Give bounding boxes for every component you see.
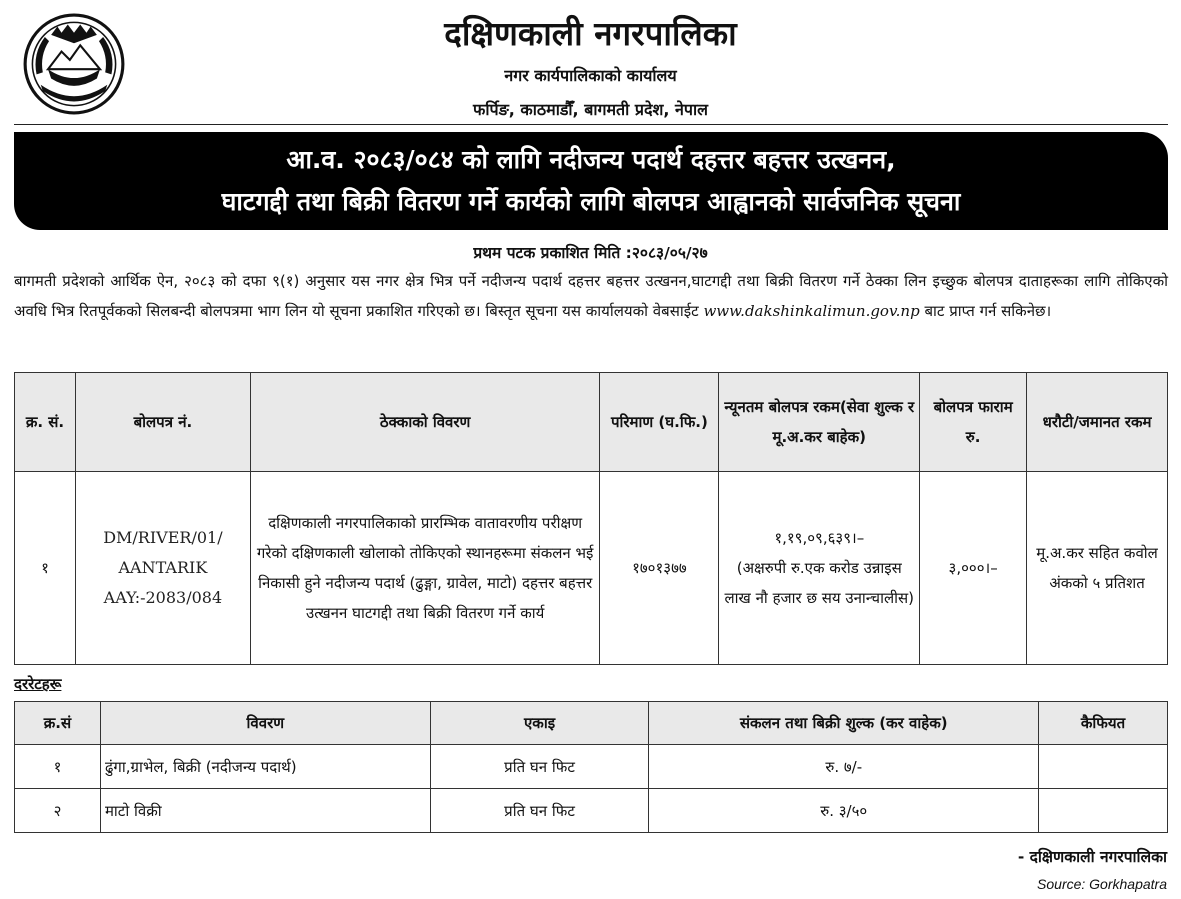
header-bid-no: बोलपत्र नं. [75, 373, 250, 472]
header-sn: क्र. सं. [15, 373, 76, 472]
table-row [15, 472, 1168, 665]
signature-line: - दक्षिणकाली नगरपालिका [1017, 848, 1167, 866]
rate-cell-unit: प्रति घन फिट [430, 745, 649, 789]
bid-table-header-row [15, 373, 1168, 472]
min-amount-words: (अक्षरुपी रु.एक करोड उन्नाइस लाख नौ हजार छ सय उनान्चालीस) [724, 559, 915, 607]
banner-line-1: आ.व. २०८३/०८४ को लागि नदीजन्य पदार्थ दहत्तर बहत्तर उत्खनन, [286, 145, 896, 174]
header-deposit: धरौटी/जमानत रकम [1027, 373, 1168, 472]
rates-heading: दररेटहरू [14, 675, 62, 693]
rate-cell-fee: रु. ३/५० [649, 789, 1039, 833]
published-date: प्रथम पटक प्रकाशित मिति :२०८३/०५/२७ [473, 244, 708, 262]
notice-body [14, 266, 1168, 326]
header-divider [14, 124, 1168, 125]
min-amount-figure: १,१९,०९,६३९।– [774, 529, 865, 547]
cell-deposit: मू.अ.कर सहित कवोल अंकको ५ प्रतिशत [1027, 472, 1168, 665]
rates-header-fee: संकलन तथा बिक्री शुल्क (कर वाहेक) [649, 702, 1039, 745]
cell-form-fee: ३,०००।– [920, 472, 1027, 665]
banner-line-2: घाटगद्दी तथा बिक्री वितरण गर्ने कार्यको लागि बोलपत्र आह्वानको सार्वजनिक सूचना [221, 187, 961, 216]
cell-bid-no: DM/RIVER/01/ AANTARIK AAY:-2083/084 [75, 472, 250, 665]
rate-cell-description: ढुंगा,ग्राभेल, बिक्री (नदीजन्य पदार्थ) [100, 745, 430, 789]
rates-header-remarks: कैफियत [1039, 702, 1168, 745]
header-form-fee: बोलपत्र फाराम रु. [920, 373, 1027, 472]
office-address: फर्पिङ, काठमाडौँ, बागमती प्रदेश, नेपाल [473, 100, 708, 119]
office-subtitle: नगर कार्यपालिकाको कार्यालय [504, 66, 677, 85]
rates-table [14, 701, 1168, 833]
rates-header-row [15, 702, 1168, 745]
table-row [15, 745, 1168, 789]
source-credit: Source: Gorkhapatra [1037, 876, 1167, 892]
cell-description: दक्षिणकाली नगरपालिकाको प्रारम्भिक वातावरणीय परीक्षण गरेको दक्षिणकाली खोलाको तोकिएको स्थानहरूमा संकलन भई निकासी हुने नदीजन्य पदार्थ (ढुङ्गा, ग्रावेल, माटो) दहत्तर बहत्तर उत्खनन घाटगद्दी तथा बिक्री वितरण गर्ने कार्य [250, 472, 600, 665]
website-link[interactable]: www.dakshinkalimun.gov.np [703, 302, 920, 320]
rate-cell-unit: प्रति घन फिट [430, 789, 649, 833]
rates-header-description: विवरण [100, 702, 430, 745]
notice-banner [14, 132, 1168, 230]
header-description: ठेक्काको विवरण [250, 373, 600, 472]
rates-header-unit: एकाइ [430, 702, 649, 745]
cell-quantity: १७०१३७७ [600, 472, 719, 665]
bid-table [14, 372, 1168, 665]
rate-cell-sn: १ [15, 745, 101, 789]
rate-cell-sn: २ [15, 789, 101, 833]
cell-min-amount [719, 472, 920, 665]
rate-cell-remarks [1039, 745, 1168, 789]
cell-sn: १ [15, 472, 76, 665]
notice-body-text-1: बागमती प्रदेशको आर्थिक ऐन, २०८३ को दफा ९(१) अनुसार यस नगर क्षेत्र भित्र पर्ने नदीजन्य पदार्थ दहत्तर बहत्तर उत्खनन,घाटगद्दी तथा बिक्री वितरण गर्ने ठेक्का लिन इच्छुक बोलपत्र दाताहरूका लागि तोकिएको अवधि भित्र रितपूर्वकको सिलबन्दी बोलपत्रमा भाग लिन यो सूचना प्रकाशित गरिएको छ। बिस्तृत सूचना यस कार्यालयको वेबसाईट [14, 272, 1168, 320]
header-min-amount: न्यूनतम बोलपत्र रकम(सेवा शुल्क र मू.अ.कर बाहेक) [719, 373, 920, 472]
rate-cell-fee: रु. ७/- [649, 745, 1039, 789]
rate-cell-remarks [1039, 789, 1168, 833]
header-quantity: परिमाण (घ.फि.) [600, 373, 719, 472]
notice-body-text-2: बाट प्राप्त गर्न सकिनेछ। [919, 302, 1052, 320]
municipality-title: दक्षिणकाली नगरपालिका [444, 14, 737, 53]
table-row [15, 789, 1168, 833]
rate-cell-description: माटो विक्री [100, 789, 430, 833]
rates-header-sn: क्र.सं [15, 702, 101, 745]
